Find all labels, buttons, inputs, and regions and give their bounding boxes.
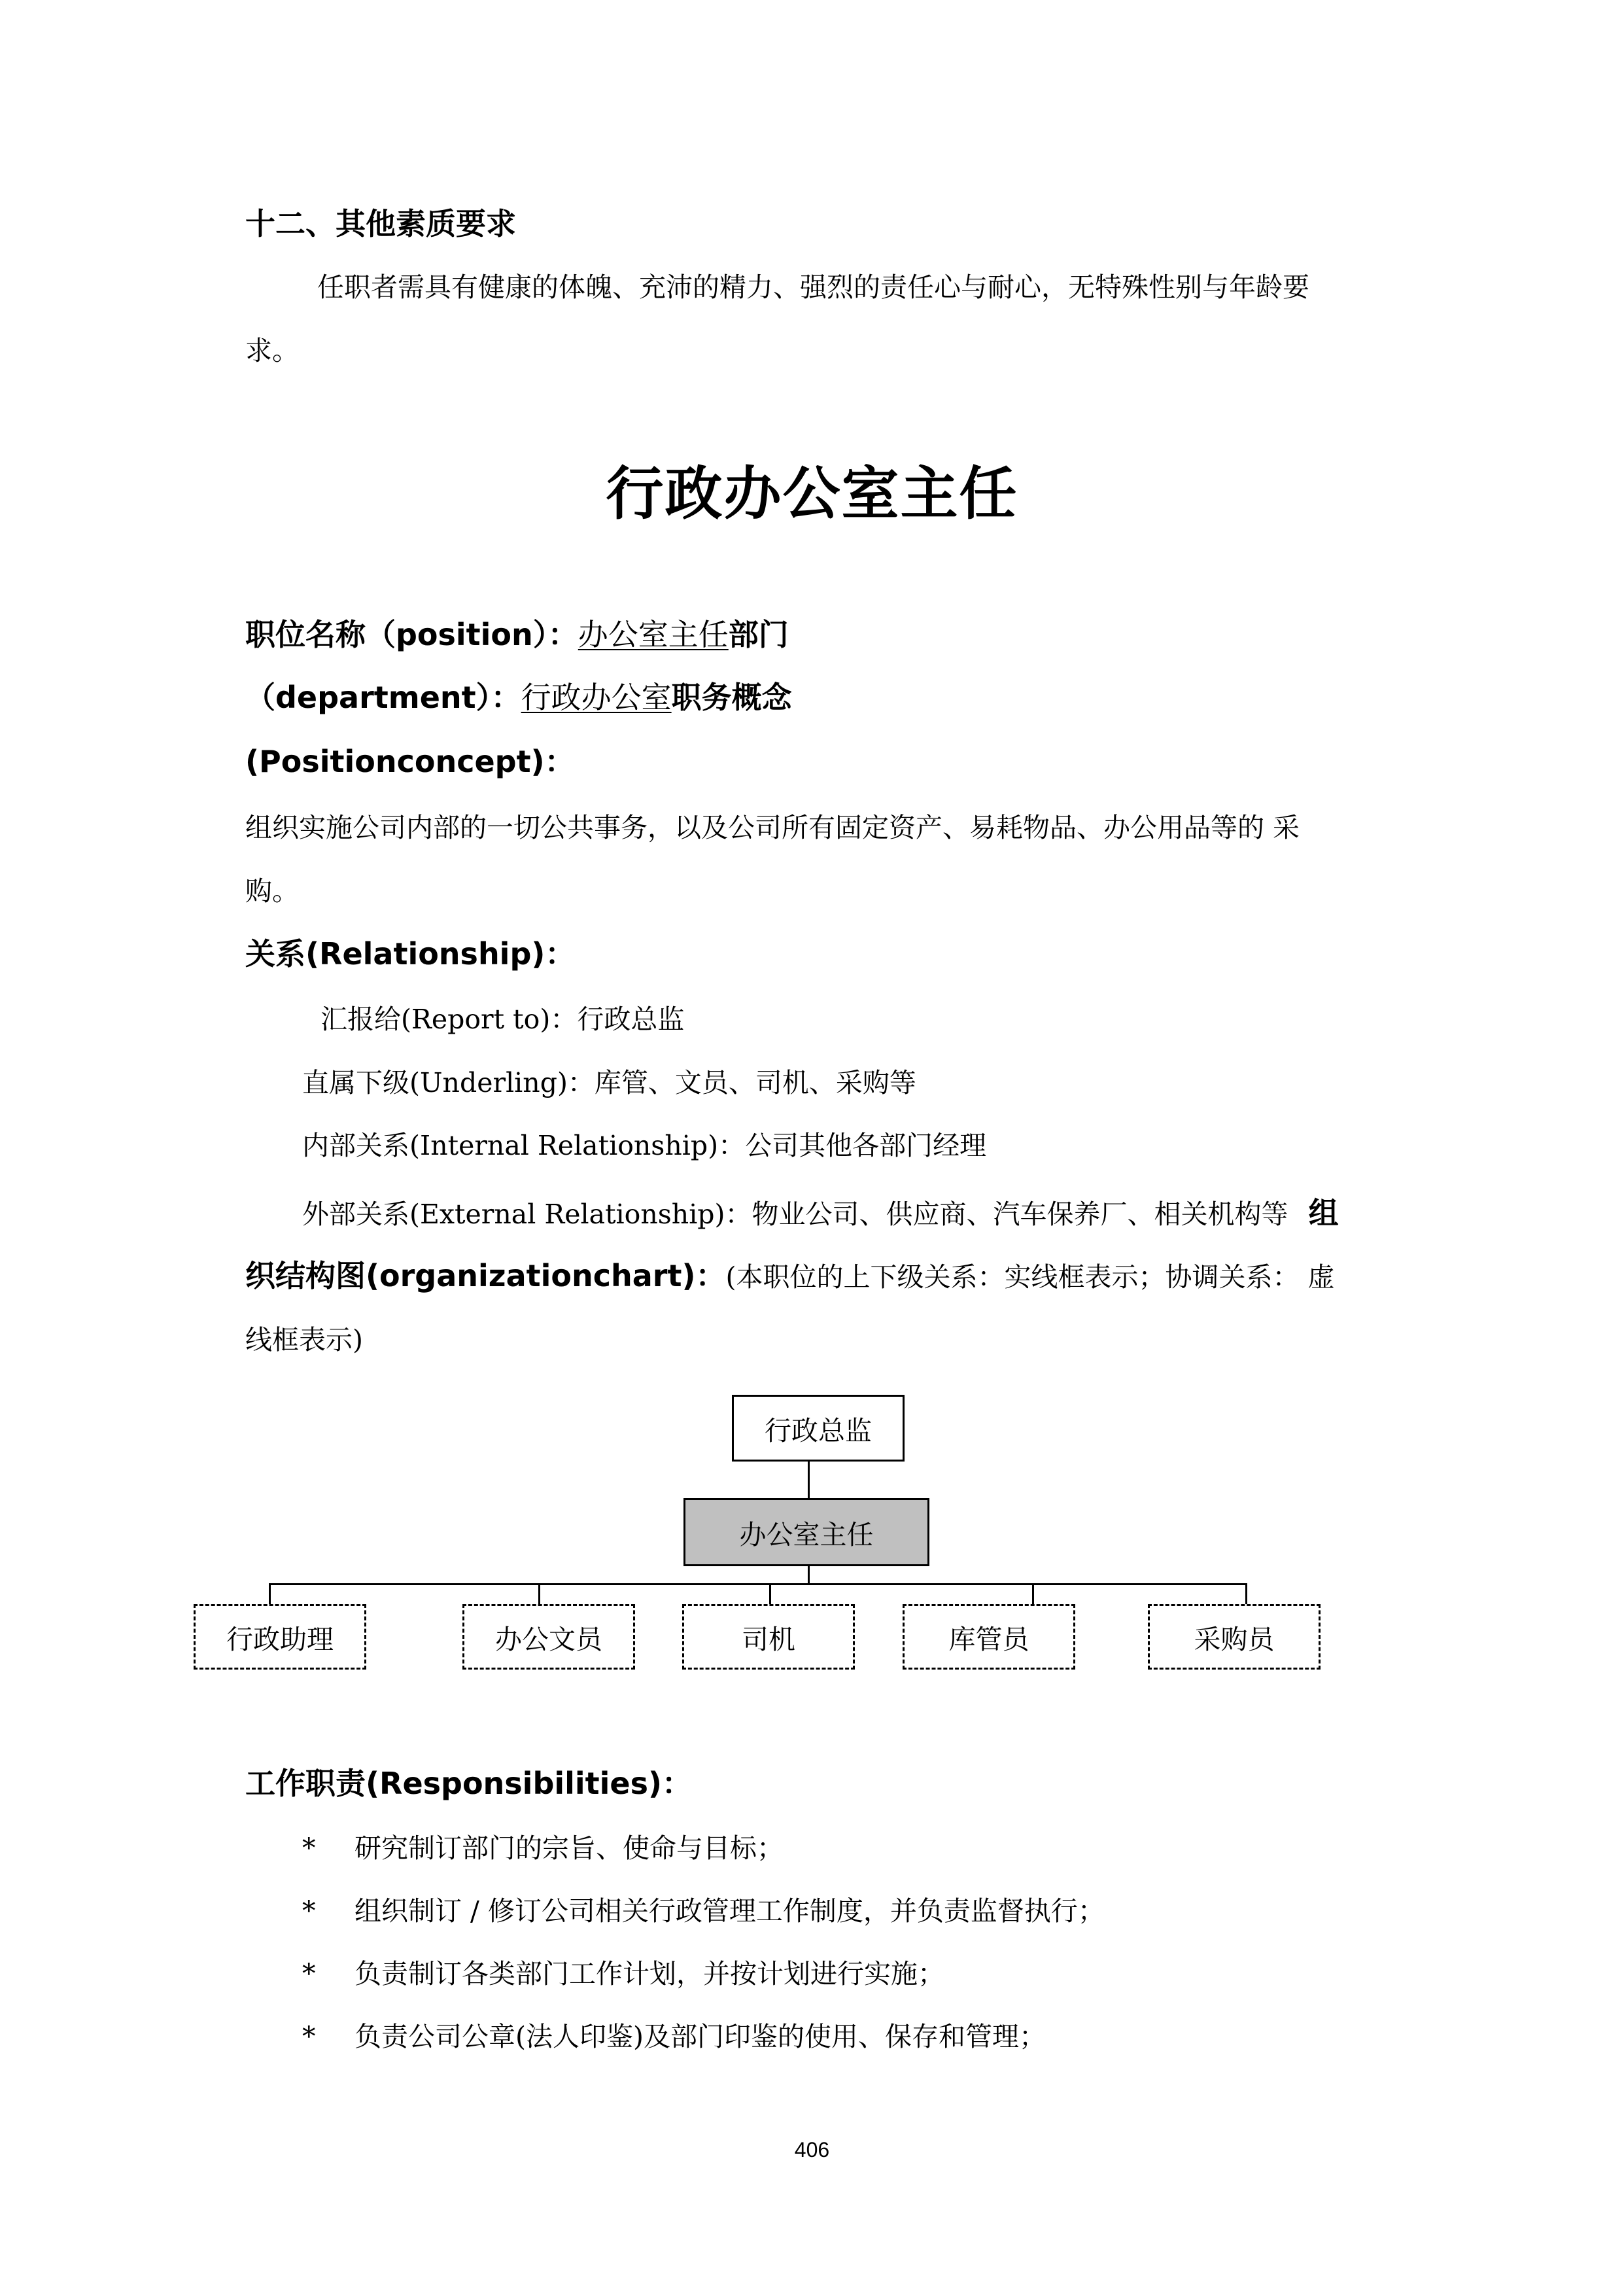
list-item (302, 1893, 1105, 1929)
concept-label: 职务概念 (671, 680, 792, 715)
list-item (302, 1955, 944, 1992)
bullet-icon: * (302, 1958, 316, 1989)
concept-text: 购。 (245, 875, 299, 907)
list-item-text: 负责公司公章(法人印鉴)及部门印鉴的使用、保存和管理； (354, 2021, 1046, 2052)
org-box-child: 办公文员 (462, 1604, 635, 1670)
org-label: 织结构图(organizationchart)： (245, 1258, 726, 1293)
bullet-icon: * (302, 2021, 316, 2052)
bullet-icon: * (302, 1895, 316, 1927)
connector (1032, 1583, 1034, 1605)
connector (808, 1462, 810, 1498)
department-value: 行政办公室 (521, 680, 672, 715)
org-box-middle: 办公室主任 (683, 1498, 929, 1566)
list-item (302, 2018, 1046, 2055)
concept-label: (Positionconcept)： (245, 744, 575, 779)
org-label: 组 (1308, 1195, 1339, 1231)
connector (269, 1583, 1247, 1585)
section-body-line: 求。 (245, 335, 299, 366)
org-box-child: 司机 (682, 1604, 855, 1670)
department-label: （department）： (245, 680, 521, 715)
list-item-text: 组织制订 / 修订公司相关行政管理工作制度，并负责监督执行； (354, 1895, 1105, 1927)
position-label: 职位名称（position）： (245, 617, 578, 652)
report-to: 汇报给(Report to)：行政总监 (320, 1004, 685, 1035)
org-note: (本职位的上下级关系：实线框表示；协调关系： 虚 (725, 1261, 1335, 1293)
org-note: 线框表示) (245, 1324, 363, 1356)
connector (808, 1566, 810, 1585)
underling: 直属下级(Underling)：库管、文员、司机、采购等 (302, 1067, 916, 1098)
org-box-child: 库管员 (903, 1604, 1075, 1670)
page-number: 406 (794, 2138, 830, 2162)
position-line (245, 615, 789, 654)
external-relationship-line (302, 1195, 1339, 1233)
page-title: 行政办公室主任 (606, 460, 1018, 527)
connector (269, 1583, 271, 1605)
org-chart-line (245, 1256, 1335, 1295)
external-relationship: 外部关系(External Relationship)：物业公司、供应商、汽车保养厂、相关机构等 (302, 1199, 1288, 1230)
list-item-text: 负责制订各类部门工作计划，并按计划进行实施； (354, 1958, 944, 1989)
department-line (245, 678, 792, 717)
position-value: 办公室主任 (578, 617, 729, 652)
list-item (302, 1830, 784, 1866)
connector (538, 1583, 540, 1605)
concept-text: 组织实施公司内部的一切公共事务，以及公司所有固定资产、易耗物品、办公用品等的 采 (245, 812, 1300, 843)
responsibilities-heading: 工作职责(Responsibilities)： (245, 1766, 693, 1801)
section-heading-other-requirements: 十二、其他素质要求 (245, 206, 516, 241)
relationship-heading: 关系(Relationship)： (245, 936, 576, 972)
internal-relationship: 内部关系(Internal Relationship)：公司其他各部门经理 (302, 1130, 987, 1161)
org-box-child: 采购员 (1148, 1604, 1321, 1670)
department-label: 部门 (728, 617, 789, 652)
connector (1245, 1583, 1247, 1605)
org-box-top: 行政总监 (732, 1395, 905, 1462)
org-box-child: 行政助理 (194, 1604, 366, 1670)
list-item-text: 研究制订部门的宗旨、使命与目标； (354, 1832, 784, 1864)
bullet-icon: * (302, 1832, 316, 1864)
section-body-line: 任职者需具有健康的体魄、充沛的精力、强烈的责任心与耐心，无特殊性别与年龄要 (317, 272, 1309, 303)
connector (769, 1583, 771, 1605)
